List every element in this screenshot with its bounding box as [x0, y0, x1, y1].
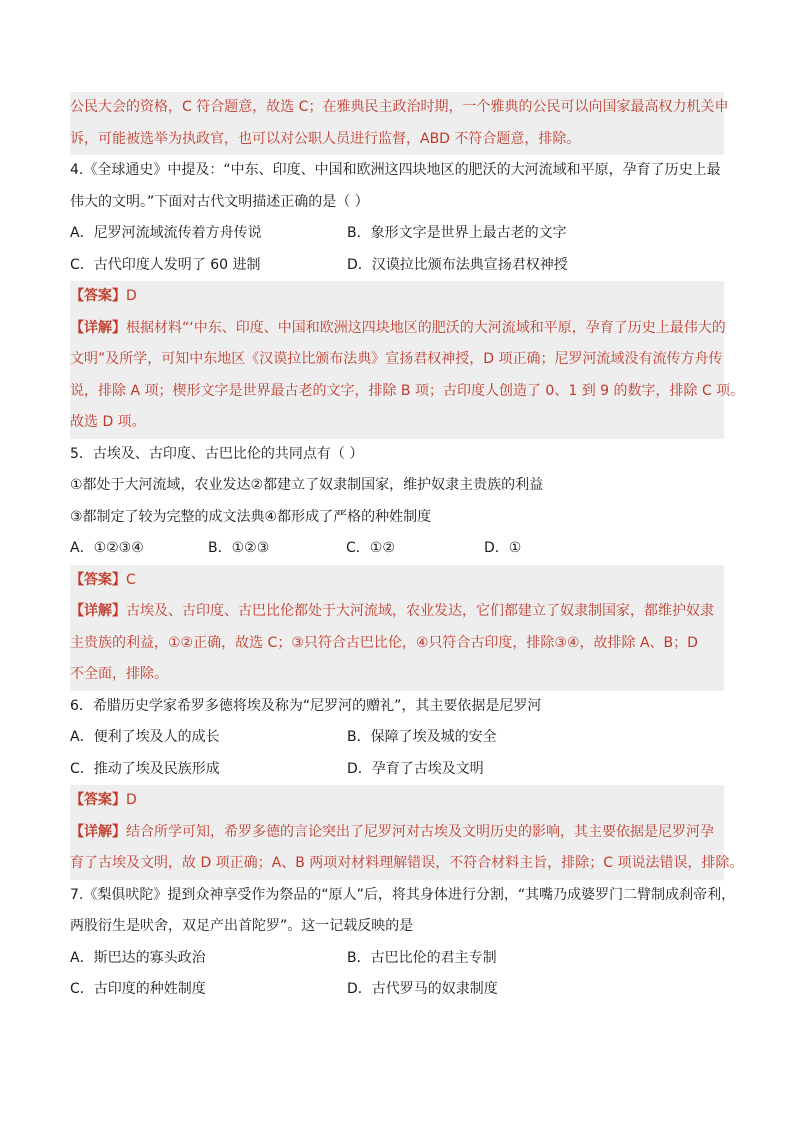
q7-option-b: B．古巴比伦的君主专制 — [347, 949, 497, 966]
explain-text: 根据材料“‘中东、印度、中国和欧洲这四块地区的肥沃的大河流域和平原，孕育了历史上最伟大的 — [126, 319, 726, 336]
q6-options-row — [70, 754, 724, 786]
answer-label: 【答案】 — [70, 792, 126, 808]
q7-option-d: D．古代罗马的奴隶制度 — [347, 981, 498, 997]
answer-value: C — [126, 571, 136, 588]
answer-label: 【答案】 — [70, 288, 126, 304]
q4-option-b: B．象形文字是世界上最古老的文字 — [347, 225, 567, 241]
q6-option-b: B．保障了埃及城的安全 — [347, 729, 497, 745]
q4-options-row — [70, 250, 724, 282]
explain-label: 【详解】 — [70, 823, 126, 840]
q5-explain-line: 主贵族的利益，①②正确，故选 C；③只符合古巴比伦，④只符合古印度，排除③④，故排除 A、B；D — [70, 628, 724, 660]
q7-option-a: A．斯巴达的寡头政治 — [70, 949, 206, 966]
q5-explain-line — [70, 596, 724, 628]
prev-explain-line: 诉，可能被选举为执政官，也可以对公职人员进行监督，ABD 不符合题意，排除。 — [70, 124, 724, 156]
document-page — [70, 92, 745, 1006]
q6-option-a: A．便利了埃及人的成长 — [70, 729, 220, 745]
q6-option-d: D．孕育了古埃及文明 — [347, 760, 484, 777]
q5-option-c: C．①② — [346, 540, 395, 556]
q5-option-a: A．①②③④ — [70, 540, 144, 556]
q6-answer — [70, 785, 724, 817]
explain-label: 【详解】 — [70, 603, 126, 619]
q5-option-b: B．①②③ — [208, 540, 270, 556]
q4-option-d: D．汉谟拉比颁布法典宣扬君权神授 — [347, 256, 568, 273]
q4-stem: 伟大的文明。”下面对古代文明描述正确的是（ ） — [70, 193, 369, 210]
q4-explain-line — [70, 313, 724, 345]
q4-explain-line: 故选 D 项。 — [70, 407, 724, 439]
q7-stem: 两股衍生是吠舍，双足产出首陀罗”。这一记载反映的是 — [70, 918, 414, 934]
q6-option-c: C．推动了埃及民族形成 — [70, 760, 220, 777]
q7-stem: 7.《梨俱吠陀》提到众神享受作为祭品的“原人”后，将其身体进行分割，“其嘴乃成婆罗门二臂制成刹帝利， — [70, 886, 736, 903]
answer-label: 【答案】 — [70, 571, 126, 588]
q4-answer — [70, 281, 724, 313]
q5-explain-line: 不全面，排除。 — [70, 659, 724, 691]
explain-text: 古埃及、古印度、古巴比伦都处于大河流域，农业发达，它们都建立了奴隶制国家，都维护奴隶 — [126, 603, 714, 619]
q6-explain-line: 育了古埃及文明，故 D 项正确；A、B 两项对材料理解错误，不符合材料主旨，排除；C 项说法错误，排除。 — [70, 848, 724, 880]
q5-answer — [70, 565, 724, 597]
q7-options-row — [70, 943, 724, 975]
q4-option-a: A．尼罗河流域流传着方舟传说 — [70, 225, 262, 241]
q5-stem: ③都制定了较为完整的成文法典④都形成了严格的种姓制度 — [70, 508, 432, 525]
q7-options-row — [70, 974, 724, 1006]
q5-stem: 5．古埃及、古印度、古巴比伦的共同点有（ ） — [70, 445, 364, 462]
q4-explain-line: 文明”及所学，可知中东地区《汉谟拉比颁布法典》宣扬君权神授，D 项正确；尼罗河流域没有流传方舟传 — [70, 344, 724, 376]
q6-options-row — [70, 722, 724, 754]
answer-value: D — [126, 792, 137, 808]
q4-option-c: C．古代印度人发明了 60 进制 — [70, 256, 261, 273]
q5-options-row — [70, 533, 724, 565]
q4-explain-line: 说，排除 A 项；楔形文字是世界最古老的文字，排除 B 项；古印度人创造了 0、1 到 9 的数字，排除 C 项。 — [70, 376, 724, 408]
q4-stem: 4.《全球通史》中提及：“中东、印度、中国和欧洲这四块地区的肥沃的大河流域和平原，孕育了历史上最 — [70, 162, 721, 178]
q5-stem: ①都处于大河流域，农业发达②都建立了奴隶制国家，维护奴隶主贵族的利益 — [70, 477, 544, 493]
q4-options-row — [70, 218, 724, 250]
answer-value: D — [126, 288, 137, 304]
explain-text: 结合所学可知，希罗多德的言论突出了尼罗河对古埃及文明历史的影响，其主要依据是尼罗河孕 — [126, 823, 714, 840]
explain-label: 【详解】 — [70, 319, 126, 336]
q5-option-d: D．① — [484, 540, 522, 556]
q7-option-c: C．古印度的种姓制度 — [70, 981, 206, 997]
prev-explain-line: 公民大会的资格，C 符合题意，故选 C；在雅典民主政治时期，一个雅典的公民可以向国家最高权力机关申 — [70, 92, 724, 124]
q6-explain-line — [70, 817, 724, 849]
q6-stem: 6．希腊历史学家希罗多德将埃及称为“尼罗河的赠礼”，其主要依据是尼罗河 — [70, 697, 542, 714]
